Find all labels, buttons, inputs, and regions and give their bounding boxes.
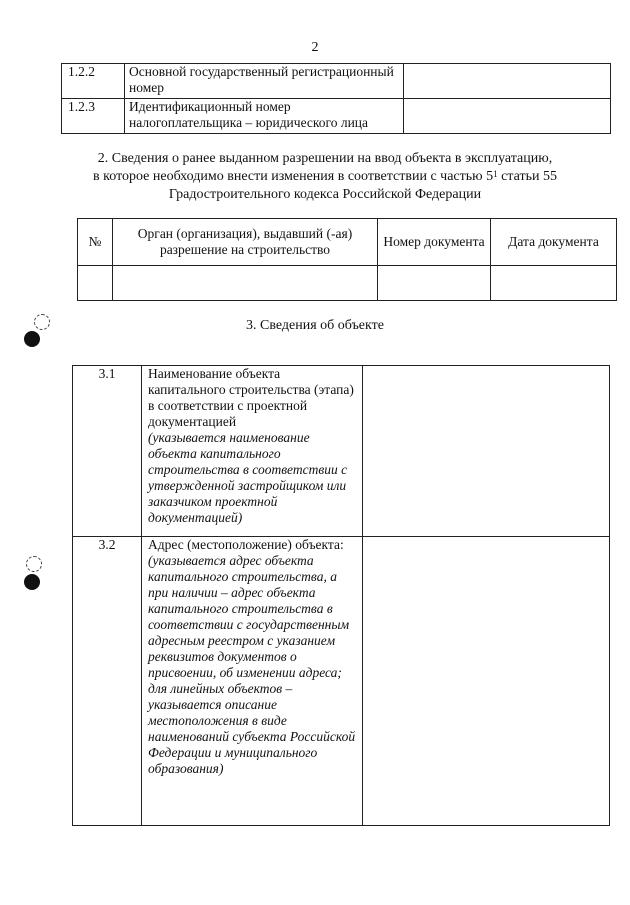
cell-doc-date[interactable] <box>491 266 617 301</box>
cell-doc-number[interactable] <box>378 266 491 301</box>
section-2-superscript: 1 <box>493 169 498 179</box>
table-header-row <box>78 219 617 266</box>
cell-authority[interactable] <box>113 266 378 301</box>
section-2-line: Градостроительного кодекса Российской Федерации <box>168 187 482 202</box>
section-3-heading: 3. Сведения об объекте <box>246 318 384 333</box>
section-2-text: в которое необходимо внести изменения в соответствии с частью 5 <box>93 169 494 184</box>
applicant-table <box>61 63 611 134</box>
row-label: Идентификационный номер налогоплательщика – юридического лица <box>125 99 404 134</box>
cell-number[interactable] <box>78 266 113 301</box>
col-header-number: № <box>78 219 113 266</box>
permit-table <box>77 218 617 301</box>
row-label: Адрес (местоположение) объекта: <box>148 537 344 552</box>
row-hint: (указывается наименование объекта капитального строительства в соответствии с утвержденной застройщиком или заказчиком проектной документацией) <box>148 430 348 525</box>
section-2-line: 2. Сведения о ранее выданном разрешении на ввод объекта в эксплуатацию, <box>97 151 553 166</box>
row-value-field[interactable] <box>363 537 610 826</box>
row-number: 1.2.3 <box>62 99 125 134</box>
section-2-line <box>40 168 610 186</box>
row-value-field[interactable] <box>404 64 611 99</box>
table-row <box>62 64 611 99</box>
row-label-cell <box>142 537 363 826</box>
row-label-cell <box>142 366 363 537</box>
section-2-heading <box>40 150 610 204</box>
row-number: 3.2 <box>73 537 142 826</box>
row-label: Основной государственный регистрационный номер <box>125 64 404 99</box>
col-header-authority: Орган (организация), выдавший (-ая) разрешение на строительство <box>113 219 378 266</box>
page-number: 2 <box>311 40 319 55</box>
col-header-doc-date: Дата документа <box>491 219 617 266</box>
punch-hole-ring <box>26 556 42 572</box>
col-header-doc-number: Номер документа <box>378 219 491 266</box>
table-row <box>62 99 611 134</box>
table-row <box>73 537 610 826</box>
section-2-text: статьи 55 <box>497 169 557 184</box>
row-value-field[interactable] <box>404 99 611 134</box>
table-row <box>73 366 610 537</box>
row-value-field[interactable] <box>363 366 610 537</box>
row-hint: (указывается адрес объекта капитального строительства, а при наличии – адрес объекта капитального строительства в соответствии с государственным адресным реестром с указанием реквизитов документов о присвоении, об изменении адреса; для линейных объектов – указывается описание местоположения в виде наименований субъекта Российской Федерации и муниципального образования) <box>148 553 356 776</box>
object-table <box>72 365 610 826</box>
punch-hole <box>24 574 40 590</box>
row-label: Наименование объекта капитального строительства (этапа) в соответствии с проектной документацией <box>148 366 354 429</box>
table-row <box>78 266 617 301</box>
row-number: 1.2.2 <box>62 64 125 99</box>
row-number: 3.1 <box>73 366 142 537</box>
